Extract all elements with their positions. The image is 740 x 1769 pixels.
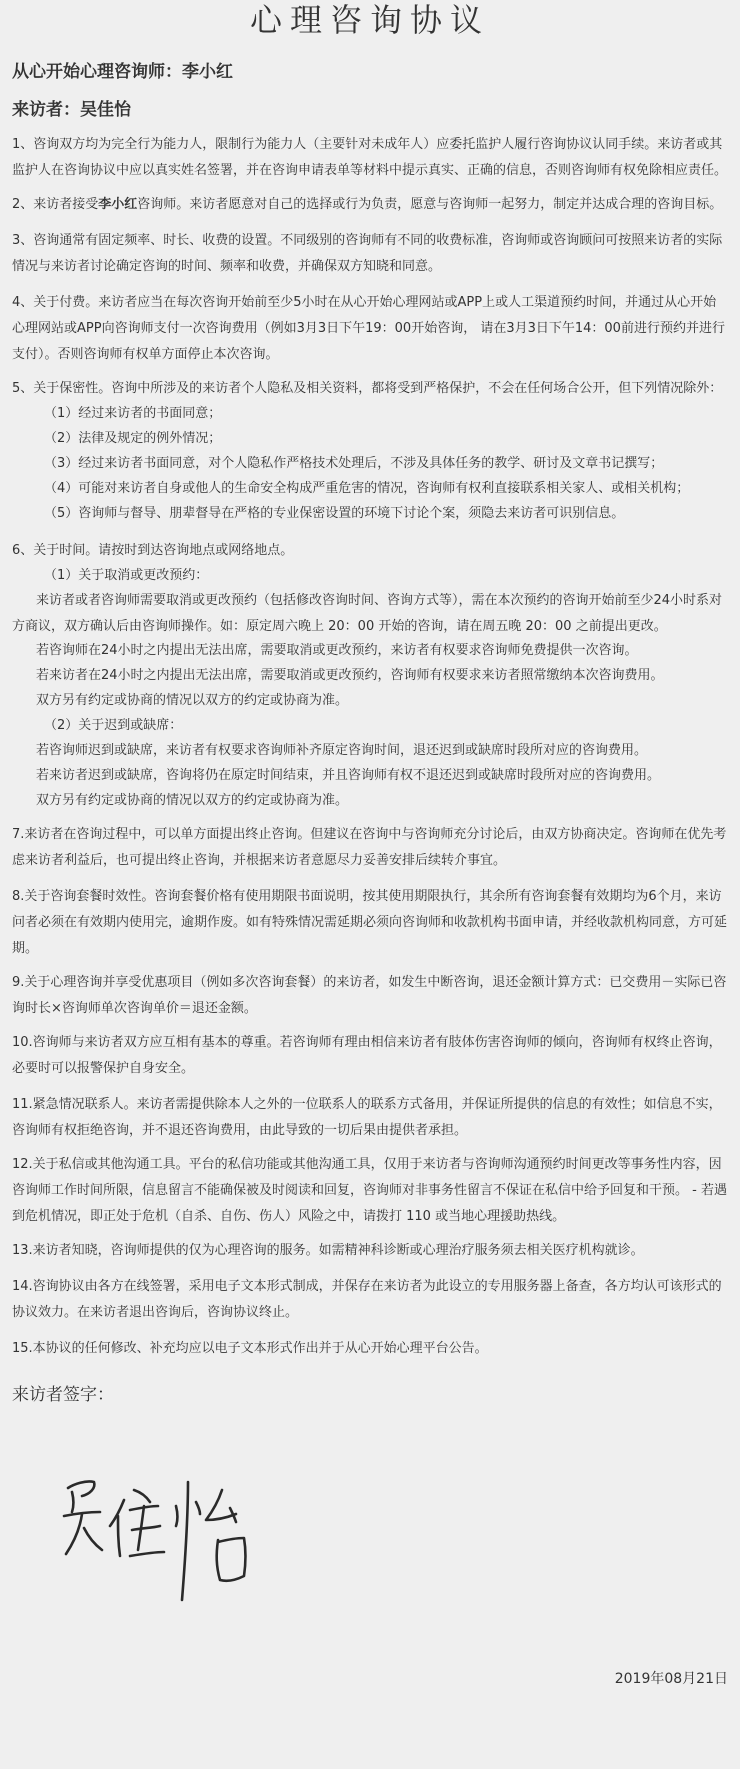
clause-5-item: （2）法律及规定的例外情况； <box>44 431 222 446</box>
clause-3: 3、咨询通常有固定频率、时长、收费的设置。不同级别的咨询师有不同的收费标准，咨询师或咨询顾问可按照来访者的实际情况与来访者讨论确定咨询的时间、频率和收费，并确保双方知晓和同意。 <box>12 233 723 274</box>
clause-10: 10.咨询师与来访者双方应互相有基本的尊重。若咨询师有理由相信来访者有肢体伤害咨询师的倾向，咨询师有权终止咨询，必要时可以报警保护自身安全。 <box>12 1035 722 1076</box>
visitor-line: 来访者：吴佳怡 <box>12 100 131 120</box>
signing-date: 2019年08月21日 <box>614 1671 728 1687</box>
clause-7: 7.来访者在咨询过程中，可以单方面提出终止咨询。但建议在咨询中与咨询师充分讨论后，由双方协商决定。咨询师在优先考虑来访者利益后，也可提出终止咨询，并根据来访者意愿尽力妥善安排后续转介事宜。 <box>12 827 727 868</box>
clause-5: 5、关于保密性。咨询中所涉及的来访者个人隐私及相关资料，都将受到严格保护，不会在任何场合公开，但下列情况除外： <box>12 381 723 396</box>
clause-5-item: （1）经过来访者的书面同意； <box>44 406 222 421</box>
clause-6-paragraph: 双方另有约定或协商的情况以双方的约定或协商为准。 <box>36 793 349 808</box>
clause-6-paragraph: 若咨询师迟到或缺席，来访者有权要求咨询师补齐原定咨询时间，退还迟到或缺席时段所对应的咨询费用。 <box>36 743 648 758</box>
clause-6-paragraph: 双方另有约定或协商的情况以双方的约定或协商为准。 <box>36 693 349 708</box>
clause-2-counselor-name: 李小红 <box>98 197 138 212</box>
clause-6-subheading: （1）关于取消或更改预约： <box>44 568 209 583</box>
clause-5-item: （4）可能对来访者自身或他人的生命安全构成严重危害的情况，咨询师有权利直接联系相关家人、或相关机构； <box>44 481 690 496</box>
clause-12: 12.关于私信或其他沟通工具。平台的私信功能或其他沟通工具，仅用于来访者与咨询师沟通预约时间更改等事务性内容，因咨询师工作时间所限，信息留言不能确保被及时阅读和回复，咨询师对非事务性留言不保证在私信中给予回复和干预。 - 若遇到危机情况，即正处于危机（自杀、自伤、伤人）风险之中，请拨打 110 或当地心理援助热线。 <box>12 1157 727 1224</box>
clause-2-prefix: 2、来访者接受 <box>12 197 99 212</box>
clause-6-subheading: （2）关于迟到或缺席： <box>44 718 183 733</box>
clause-2-suffix: 咨询师。来访者愿意对自己的选择或行为负责，愿意与咨询师一起努力，制定并达成合理的咨询目标。 <box>137 197 723 212</box>
clause-4: 4、关于付费。来访者应当在每次咨询开始前至少5小时在从心开始心理网站或APP上或人工渠道预约时间，并通过从心开始心理网站或APP向咨询师支付一次咨询费用（例如3月3日下午19：00开始咨询， 请在3月3日下午14：00前进行预约并进行支付）。否则咨询师有权单方面停止本次咨询。 <box>12 295 725 362</box>
clause-5-item: （3）经过来访者书面同意，对个人隐私作严格技术处理后，不涉及具体任务的教学、研讨及文章书记撰写； <box>44 456 664 471</box>
clause-1: 1、咨询双方均为完全行为能力人，限制行为能力人（主要针对未成年人）应委托监护人履行咨询协议认同手续。来访者或其监护人在咨询协议中应以真实姓名签署，并在咨询申请表单等材料中提示真实、正确的信息，否则咨询师有权免除相应责任。 <box>12 137 728 178</box>
clause-8: 8.关于咨询套餐时效性。咨询套餐价格有使用期限书面说明，按其使用期限执行，其余所有咨询套餐有效期均为6个月，来访问者必须在有效期内使用完，逾期作废。如有特殊情况需延期必须向咨询师和收款机构书面申请，并经收款机构同意，方可延期。 <box>12 889 728 956</box>
clause-11: 11.紧急情况联系人。来访者需提供除本人之外的一位联系人的联系方式备用，并保证所提供的信息的有效性；如信息不实，咨询师有权拒绝咨询，并不退还咨询费用，由此导致的一切后果由提供者承担。 <box>12 1097 722 1138</box>
page-title: 心理咨询协议 <box>249 1 490 39</box>
clause-9: 9.关于心理咨询并享受优惠项目（例如多次咨询套餐）的来访者，如发生中断咨询，退还金额计算方式：已交费用－实际已咨询时长×咨询师单次咨询单价＝退还金额。 <box>12 975 727 1016</box>
clause-6-paragraph: 若来访者迟到或缺席，咨询将仍在原定时间结束，并且咨询师有权不退还迟到或缺席时段所对应的咨询费用。 <box>36 768 661 783</box>
clause-6-paragraph: 来访者或者咨询师需要取消或更改预约（包括修改咨询时间、咨询方式等），需在本次预约的咨询开始前至少24小时系对方商议，双方确认后由咨询师操作。如：原定周六晚上 20：00 开始的咨询，请在周五晚 20：00 之前提出更改。 <box>12 593 723 634</box>
signature-label: 来访者签字： <box>12 1385 114 1405</box>
clause-14: 14.咨询协议由各方在线签署，采用电子文本形式制成，并保存在来访者为此设立的专用服务器上备查，各方均认可该形式的协议效力。在来访者退出咨询后，咨询协议终止。 <box>12 1279 722 1320</box>
clause-13: 13.来访者知晓，咨询师提供的仅为心理咨询的服务。如需精神科诊断或心理治疗服务须去相关医疗机构就诊。 <box>12 1243 644 1258</box>
clause-15: 15.本协议的任何修改、补充均应以电子文本形式作出并于从心开始心理平台公告。 <box>12 1341 488 1356</box>
clause-5-item: （5）咨询师与督导、朋辈督导在严格的专业保密设置的环境下讨论个案，须隐去来访者可识别信息。 <box>44 506 625 521</box>
clause-2 <box>12 192 728 218</box>
clause-6-paragraph: 若来访者在24小时之内提出无法出席，需要取消或更改预约，咨询师有权要求来访者照常缴纳本次咨询费用。 <box>36 668 664 683</box>
handwritten-signature <box>60 1470 300 1620</box>
clause-6: 6、关于时间。请按时到达咨询地点或网络地点。 <box>12 543 294 558</box>
counselor-line: 从心开始心理咨询师：李小红 <box>12 62 233 82</box>
clause-6-paragraph: 若咨询师在24小时之内提出无法出席，需要取消或更改预约，来访者有权要求咨询师免费提供一次咨询。 <box>36 643 638 658</box>
